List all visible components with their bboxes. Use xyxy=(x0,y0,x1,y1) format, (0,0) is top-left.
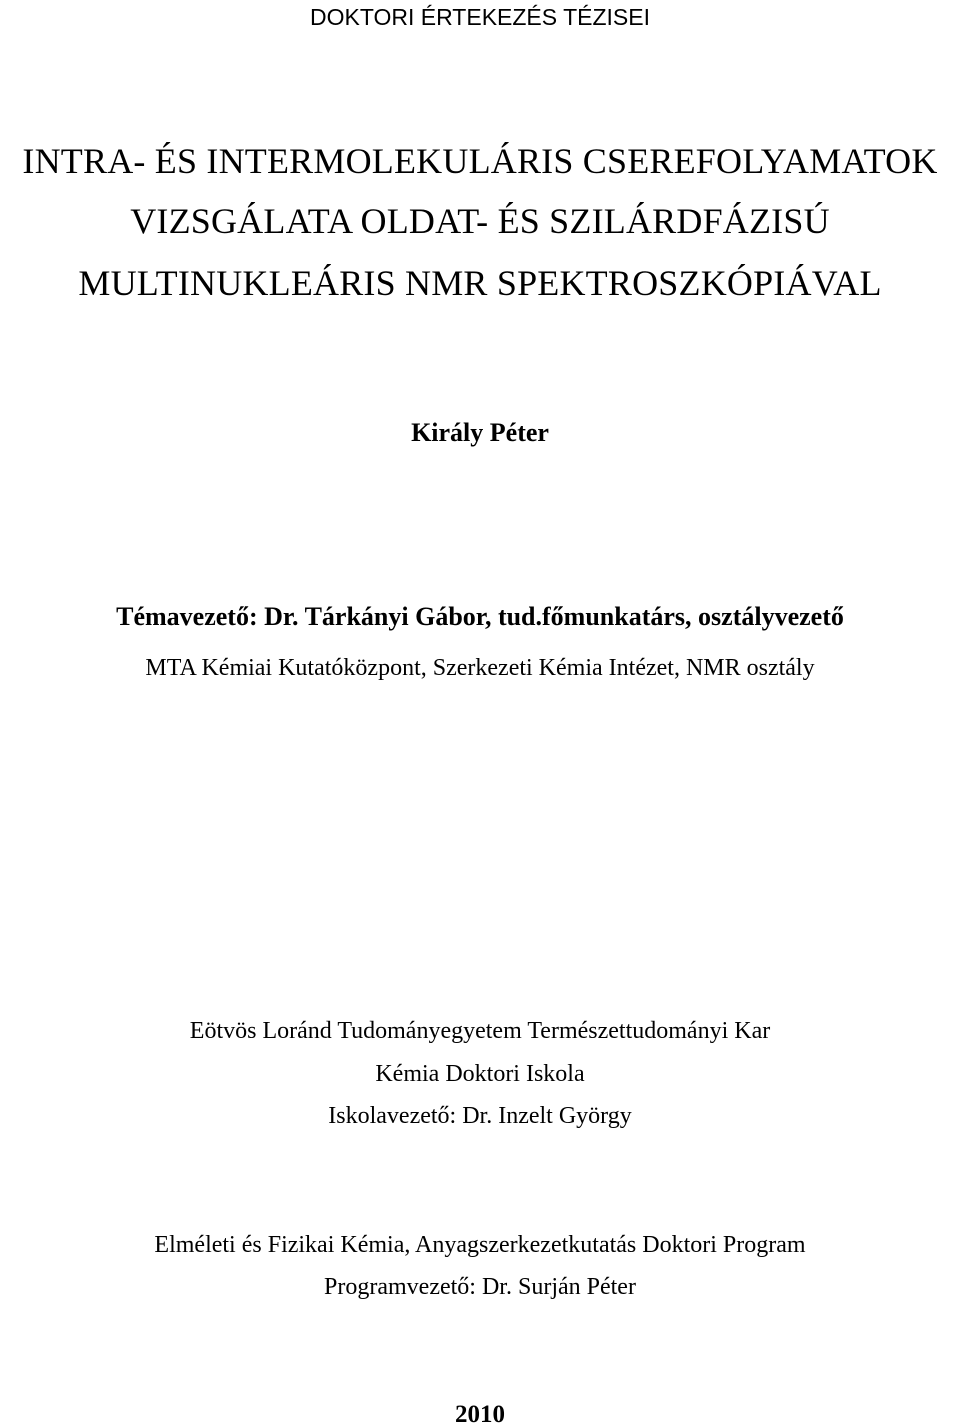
supervisor-line: Témavezető: Dr. Tárkányi Gábor, tud.főmunkatárs, osztályvezető xyxy=(116,602,844,631)
publication-year: 2010 xyxy=(455,1401,505,1428)
thesis-title-line-3: MULTINUKLEÁRIS NMR SPEKTROSZKÓPIÁVAL xyxy=(78,263,882,303)
supervisor-institute: MTA Kémiai Kutatóközpont, Szerkezeti Kémia Intézet, NMR osztály xyxy=(145,655,815,681)
thesis-title-line-1: INTRA- ÉS INTERMOLEKULÁRIS CSEREFOLYAMATOK xyxy=(22,141,938,181)
author-name: Király Péter xyxy=(411,418,549,447)
doctoral-program: Elméleti és Fizikai Kémia, Anyagszerkezetkutatás Doktori Program xyxy=(154,1232,806,1258)
doctoral-school: Kémia Doktori Iskola xyxy=(375,1061,585,1087)
school-head: Iskolavezető: Dr. Inzelt György xyxy=(328,1103,632,1129)
university-faculty: Eötvös Loránd Tudományegyetem Természettudományi Kar xyxy=(189,1018,771,1044)
thesis-title-line-2: VIZSGÁLATA OLDAT- ÉS SZILÁRDFÁZISÚ xyxy=(130,201,830,241)
document-header: DOKTORI ÉRTEKEZÉS TÉZISEI xyxy=(310,4,650,30)
program-head: Programvezető: Dr. Surján Péter xyxy=(324,1274,636,1300)
